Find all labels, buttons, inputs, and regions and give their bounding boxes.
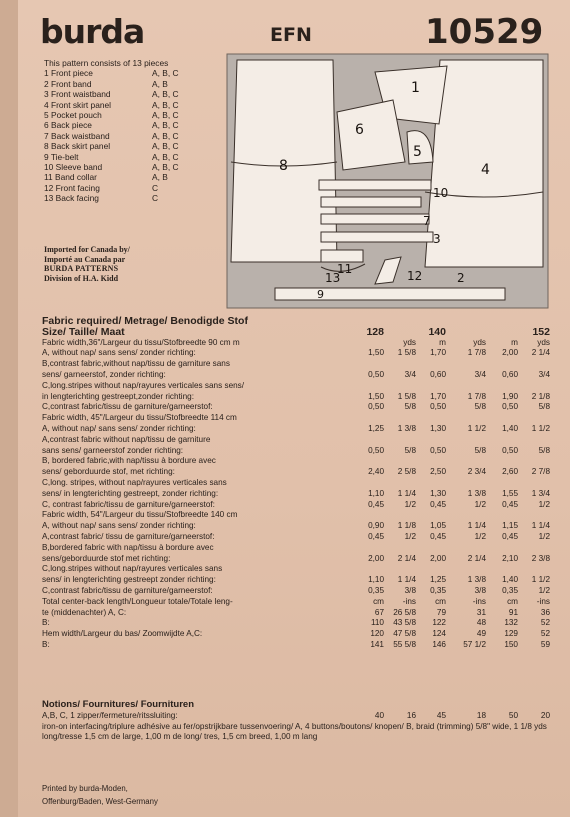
piece-row (44, 100, 222, 110)
fabric-row (42, 435, 562, 446)
piece-views: A, B, C (152, 151, 179, 162)
fabric-row (42, 489, 562, 500)
language-code: EFN (270, 24, 312, 46)
fabric-row-label: C, contrast fabric/tissu de garniture/garneerstof: (42, 499, 215, 509)
fabric-value: 1,30 (430, 423, 446, 433)
piece-name: 4 Front skirt panel (44, 99, 112, 110)
piece-row (44, 131, 222, 141)
fabric-row-label: B: (42, 618, 50, 628)
piece-views: A, B, C (152, 162, 179, 173)
fabric-value: 79 (436, 607, 446, 617)
fabric-row (42, 500, 562, 511)
fabric-value: 1 3/8 (467, 488, 486, 498)
fabric-value: 48 (476, 618, 486, 628)
piece-row (44, 162, 222, 172)
fabric-row (42, 456, 562, 467)
fabric-value: 0,50 (368, 369, 384, 379)
size-152: 152 (532, 325, 550, 338)
fabric-row-label: te (middenachter) A, C: (42, 607, 127, 617)
fabric-row-label: A, without nap/ sans sens/ zonder richting: (42, 423, 196, 433)
fabric-row-label: sens/ geborduurde stof, met richting: (42, 467, 175, 477)
fabric-value: 1,55 (502, 488, 518, 498)
piece-10 (319, 180, 431, 190)
fabric-row-label: B,contrast fabric,without nap/tissu de garniture sans (42, 359, 230, 369)
import-notice (44, 245, 130, 283)
fabric-value: 2,10 (502, 553, 518, 563)
label-9: 9 (317, 288, 324, 301)
label-13: 13 (325, 271, 341, 285)
fabric-table (42, 316, 562, 651)
fabric-value: 0,35 (502, 585, 518, 595)
piece-row (44, 193, 222, 203)
fabric-value: 3/4 (538, 369, 550, 379)
fabric-value: 1 1/4 (397, 575, 416, 585)
fabric-row (42, 424, 562, 435)
fabric-value: 2 3/8 (531, 553, 550, 563)
fabric-value: yds (537, 337, 550, 347)
fabric-value: 0,45 (368, 531, 384, 541)
import-line: Imported for Canada by/ (44, 245, 130, 254)
fabric-value: 150 (504, 639, 518, 649)
piece-row (44, 183, 222, 193)
fabric-row-label: Fabric width, 54"/Largeur du tissu/Stofbreedte 140 cm (42, 510, 238, 520)
fabric-row (42, 467, 562, 478)
piece-name: 12 Front facing (44, 182, 100, 193)
layout-diagram-svg (225, 52, 550, 310)
piece-name: 6 Back piece (44, 120, 92, 131)
fabric-value: 1,50 (368, 348, 384, 358)
label-5: 5 (413, 144, 422, 160)
fabric-value: 2 1/4 (397, 553, 416, 563)
fabric-value: 1 1/4 (397, 488, 416, 498)
fabric-value: 1 3/8 (467, 575, 486, 585)
label-3: 3 (433, 232, 441, 246)
layout-diagram (225, 52, 550, 310)
pattern-number: 10529 (425, 12, 544, 52)
size-128: 128 (366, 325, 384, 338)
fabric-value: 2 1/4 (531, 348, 550, 358)
fabric-value: m (439, 337, 446, 347)
fabric-value: 1/2 (474, 499, 486, 509)
fabric-value: 1/2 (474, 531, 486, 541)
piece-views: A, B, C (152, 89, 179, 100)
fabric-value: 0,35 (430, 585, 446, 595)
fabric-value: 1,05 (430, 521, 446, 531)
fabric-row (42, 640, 562, 651)
fabric-value: 122 (432, 618, 446, 628)
piece-views: A, B, C (152, 141, 179, 152)
fabric-row (42, 402, 562, 413)
label-7: 7 (423, 214, 431, 228)
fabric-value: 0,45 (502, 531, 518, 541)
fabric-value: 3/4 (474, 369, 486, 379)
fabric-value: 1,40 (502, 575, 518, 585)
fabric-value: yds (403, 337, 416, 347)
fabric-value: 3/4 (404, 369, 416, 379)
piece-views: C (152, 193, 159, 204)
fabric-row (42, 359, 562, 370)
piece-name: 8 Back skirt panel (44, 141, 111, 152)
fabric-value: 52 (540, 618, 550, 628)
fabric-value: 1 3/8 (397, 423, 416, 433)
piece-row (44, 141, 222, 151)
piece-name: 10 Sleeve band (44, 162, 103, 173)
fabric-value: 1,10 (368, 488, 384, 498)
piece-name: 1 Front piece (44, 68, 93, 79)
fabric-value: m (511, 337, 518, 347)
fabric-value: 1/2 (404, 499, 416, 509)
piece-9 (275, 288, 505, 300)
fabric-value: cm (435, 596, 446, 606)
fabric-value: 26 5/8 (393, 607, 416, 617)
label-8: 8 (279, 158, 288, 174)
fabric-value: 2 3/4 (467, 467, 486, 477)
fabric-value: 2,00 (368, 553, 384, 563)
fabric-row-label: A,contrast fabric/ tissu de garniture/garneerstof: (42, 531, 215, 541)
fabric-row (42, 597, 562, 608)
fabric-row (42, 629, 562, 640)
fabric-value: 2,40 (368, 467, 384, 477)
fabric-value: 2,00 (430, 553, 446, 563)
fabric-value: 0,45 (430, 499, 446, 509)
fabric-row-label: Fabric width, 45"/Largeur du tissu/Stofbreedte 114 cm (42, 413, 237, 423)
piece-6 (337, 100, 405, 170)
fabric-value: 1 7/8 (467, 348, 486, 358)
fabric-value: 1,10 (368, 575, 384, 585)
fabric-row-label: Fabric width,36"/Largeur du tissu/Stofbreedte 90 cm m (42, 337, 240, 347)
fabric-value: 1/2 (538, 531, 550, 541)
fabric-value: 146 (432, 639, 446, 649)
fabric-row (42, 413, 562, 424)
fabric-row (42, 521, 562, 532)
fabric-value: 57 1/2 (463, 639, 486, 649)
label-4: 4 (481, 162, 490, 178)
fabric-row-label: in lengterichting gestreept,zonder richting: (42, 391, 195, 401)
fabric-row (42, 532, 562, 543)
fabric-row (42, 575, 562, 586)
fabric-value: 120 (370, 629, 384, 639)
fabric-row-label: sans sens/ garneerstof zonder richting: (42, 445, 184, 455)
fabric-row (42, 510, 562, 521)
fabric-row-label: Hem width/Largeur du bas/ Zoomwijdte A,C: (42, 629, 203, 639)
fabric-row-label: sens/ garneerstof, zonder richting: (42, 369, 166, 379)
fabric-value: 55 5/8 (393, 639, 416, 649)
fabric-value: 1/2 (538, 585, 550, 595)
fabric-value: 1,25 (430, 575, 446, 585)
fabric-value: 0,50 (368, 445, 384, 455)
fabric-row-label: C,long. stripes, without nap/rayures verticales sans (42, 477, 227, 487)
fabric-value: 47 5/8 (393, 629, 416, 639)
label-12: 12 (407, 269, 423, 283)
fabric-value: 59 (540, 639, 550, 649)
fabric-row (42, 381, 562, 392)
fabric-value: 5/8 (404, 445, 416, 455)
fabric-value: 36 (540, 607, 550, 617)
fabric-row (42, 338, 562, 349)
notions-section (42, 700, 562, 743)
fabric-value: 1,90 (502, 391, 518, 401)
fabric-value: 0,50 (430, 445, 446, 455)
fabric-value: 1,25 (368, 423, 384, 433)
import-line: Division of H.A. Kidd (44, 273, 119, 283)
fabric-value: 49 (476, 629, 486, 639)
fabric-value: 5/8 (538, 445, 550, 455)
fabric-value: 1,70 (430, 391, 446, 401)
piece-name: 11 Band collar (44, 172, 97, 183)
fabric-value: -ins (536, 596, 550, 606)
fabric-row-label: Total center-back length/Longueur totale/Totale leng- (42, 596, 233, 606)
piece-views: A, B, C (152, 99, 179, 110)
fabric-value: 110 (370, 618, 384, 628)
brand-logo: burda (40, 12, 145, 51)
fabric-value: 2 5/8 (397, 467, 416, 477)
fabric-row-label: C,long.stripes without nap/rayures verticales sans (42, 564, 223, 574)
fabric-row (42, 586, 562, 597)
label-6: 6 (355, 122, 364, 138)
fabric-value: 0,60 (430, 369, 446, 379)
fabric-value: 1 1/2 (531, 575, 550, 585)
label-2: 2 (457, 271, 465, 285)
fabric-value: 1 5/8 (397, 348, 416, 358)
piece-views: A, B, C (152, 68, 179, 79)
fabric-row (42, 348, 562, 359)
fabric-row-label: sens/ in lengterichting gestreept zonder richting: (42, 575, 216, 585)
fabric-value: 0,50 (430, 402, 446, 412)
fabric-row-label: sens/geborduurde stof met richting: (42, 553, 171, 563)
fabric-value: 1,15 (502, 521, 518, 531)
piece-row (44, 68, 222, 78)
fabric-value: 1,70 (430, 348, 446, 358)
fabric-title: Fabric required/ Metrage/ Benodigde Stof (42, 315, 248, 327)
fabric-value: 0,45 (368, 499, 384, 509)
piece-name: 5 Pocket pouch (44, 110, 102, 121)
fabric-row-label: C,contrast fabric/tissu de garniture/garneerstof: (42, 402, 213, 412)
fabric-value: 43 5/8 (393, 618, 416, 628)
fabric-row (42, 608, 562, 619)
piece-row (44, 152, 222, 162)
fabric-value: 1 1/2 (467, 423, 486, 433)
piece-row (44, 110, 222, 120)
piece-views: C (152, 182, 159, 193)
fabric-value: 5/8 (474, 402, 486, 412)
size-140: 140 (428, 325, 446, 338)
piece-name: 13 Back facing (44, 193, 99, 204)
fabric-value: 1 1/2 (531, 423, 550, 433)
piece-views: A, B (152, 78, 168, 89)
fabric-value: 0,35 (368, 585, 384, 595)
piece-11 (321, 250, 363, 262)
piece-name: 9 Tie-belt (44, 151, 79, 162)
piece-views: A, B, C (152, 110, 179, 121)
fabric-row (42, 618, 562, 629)
fabric-value: 5/8 (538, 402, 550, 412)
fabric-value: 0,50 (368, 402, 384, 412)
fabric-value: yds (473, 337, 486, 347)
notions-text: iron-on interfacing/triplure adhésive au fer/opstrijkbare tussenvoering/ A, 4 buttons/boutons/ knopen/ B, braid (trimming) 5/8" wide, 1 1/8 yds long/tresse 1,5 cm de large, 1,00 m de long/ tres, 1,5 cm breed, 1,00 m lang (42, 721, 547, 742)
fabric-value: 129 (504, 629, 518, 639)
piece-row (44, 120, 222, 130)
fabric-row (42, 564, 562, 575)
fabric-row (42, 554, 562, 565)
piece-name: 7 Back waistband (44, 130, 110, 141)
fabric-value: 1,50 (368, 391, 384, 401)
fabric-value: 1,30 (430, 488, 446, 498)
fabric-row-label: A, without nap/ sans sens/ zonder richting: (42, 521, 196, 531)
fabric-value: 1,40 (502, 423, 518, 433)
pieces-intro: This pattern consists of 13 pieces (44, 58, 169, 68)
fabric-value: 2 7/8 (531, 467, 550, 477)
fabric-value: 3/8 (474, 585, 486, 595)
fabric-value: 1 7/8 (467, 391, 486, 401)
piece-row (44, 79, 222, 89)
import-line: Importé au Canada par (44, 254, 126, 264)
fabric-row-label: B, bordered fabric,with nap/tissu à bordure avec (42, 456, 216, 466)
fabric-row (42, 543, 562, 554)
notions-title: Notions/ Fournitures/ Fournituren (42, 699, 194, 710)
piece-row (44, 89, 222, 99)
piece-7 (321, 214, 429, 224)
piece-3 (321, 232, 433, 242)
piece-views: A, B, C (152, 130, 179, 141)
printer-info: Printed by burda-Moden, Offenburg/Baden, West-Germany (42, 784, 158, 806)
fabric-row-label: C,long.stripes without nap/rayures verticales sans sens/ (42, 380, 245, 390)
piece-views: A, B, C (152, 120, 179, 131)
piece-name: 2 Front band (44, 78, 92, 89)
notions-zipper-row: A,B, C, 1 zipper/fermeture/ritssluiting: 40 16 45 18 50 20 (42, 710, 550, 720)
label-10: 10 (433, 186, 449, 200)
fabric-value: 0,45 (502, 499, 518, 509)
piece-row (44, 172, 222, 182)
fabric-value: 1 5/8 (397, 391, 416, 401)
fabric-value: 1/2 (404, 531, 416, 541)
fabric-value: 5/8 (474, 445, 486, 455)
fabric-value: 1/2 (538, 499, 550, 509)
fabric-value: 141 (370, 639, 384, 649)
fabric-value: 2 1/8 (531, 391, 550, 401)
fabric-value: 2,00 (502, 348, 518, 358)
fabric-value: 1 3/4 (531, 488, 550, 498)
size-row: Size/ Taille/ Maat 128 140 152 (42, 325, 550, 338)
fabric-value: 5/8 (404, 402, 416, 412)
pieces-list (44, 58, 222, 204)
fabric-value: 2 1/4 (467, 553, 486, 563)
fabric-value: 0,50 (502, 402, 518, 412)
fabric-value: 1 1/4 (467, 521, 486, 531)
fabric-value: 2,60 (502, 467, 518, 477)
fabric-row-label: A,contrast fabric without nap/tissu de garniture (42, 434, 211, 444)
fabric-row-label: A, without nap/ sans sens/ zonder richting: (42, 348, 196, 358)
fabric-value: 91 (508, 607, 518, 617)
fabric-value: 0,50 (502, 445, 518, 455)
fabric-value: 31 (476, 607, 486, 617)
import-line: BURDA PATTERNS (44, 264, 119, 273)
fabric-value: cm (507, 596, 518, 606)
fabric-row (42, 392, 562, 403)
fabric-value: 67 (374, 607, 384, 617)
label-1: 1 (411, 80, 420, 96)
fabric-row (42, 446, 562, 457)
fabric-value: 3/8 (404, 585, 416, 595)
label-11: 11 (337, 262, 353, 276)
fabric-value: 0,90 (368, 521, 384, 531)
piece-views: A, B (152, 172, 168, 183)
piece-name: 3 Front waistband (44, 89, 111, 100)
fabric-value: 132 (504, 618, 518, 628)
fabric-row-label: C,contrast fabric/tissu de garniture/garneerstof: (42, 585, 213, 595)
fabric-row-label: B: (42, 639, 50, 649)
fabric-row (42, 370, 562, 381)
fabric-value: -ins (402, 596, 416, 606)
fabric-value: cm (373, 596, 384, 606)
fabric-row (42, 478, 562, 489)
fabric-value: 52 (540, 629, 550, 639)
fabric-row-label: sens/ in lengterichting gestreept, zonder richting: (42, 488, 219, 498)
fabric-value: 0,60 (502, 369, 518, 379)
fabric-value: 124 (432, 629, 446, 639)
fabric-row-label: B,bordered fabric with nap/tissu à bordure avec (42, 542, 214, 552)
fabric-value: -ins (472, 596, 486, 606)
fabric-value: 1 1/8 (397, 521, 416, 531)
fabric-value: 0,45 (430, 531, 446, 541)
fabric-value: 2,50 (430, 467, 446, 477)
fabric-value: 1 1/4 (531, 521, 550, 531)
